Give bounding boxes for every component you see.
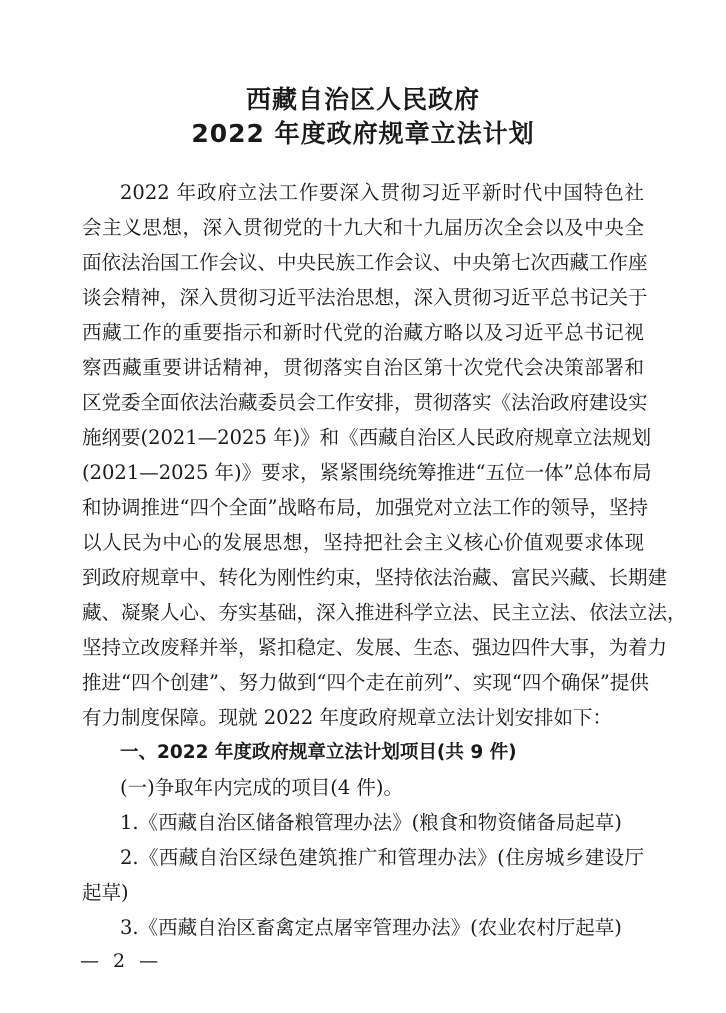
body-line: 坚持立改废释并举，紧扣稳定、发展、生态、强边四件大事，为着力 xyxy=(82,636,668,659)
body-line: 有力制度保障。现就 2022 年度政府规章立法计划安排如下： xyxy=(82,706,613,729)
subsection-heading: (一)争取年内完成的项目(4 件)。 xyxy=(120,776,404,799)
document-title-line1: 西藏自治区人民政府 xyxy=(245,85,480,114)
body-line: 面依法治国工作会议、中央民族工作会议、中央第七次西藏工作座 xyxy=(82,251,648,274)
body-line: 到政府规章中、转化为刚性约束，坚持依法治藏、富民兴藏、长期建 xyxy=(82,566,668,589)
document-title-line2: 2022 年度政府规章立法计划 xyxy=(191,119,535,148)
body-line: 藏、凝聚人心、夯实基础，深入推进科学立法、民主立法、依法立法， xyxy=(82,601,687,624)
list-item-continuation: 起草) xyxy=(82,881,129,904)
body-line: 施纲要(2021—2025 年)》和《西藏自治区人民政府规章立法规划 xyxy=(82,426,652,449)
body-line: 以人民为中心的发展思想，坚持把社会主义核心价值观要求体现 xyxy=(82,531,644,554)
body-line: 区党委全面依法治藏委员会工作安排，贯彻落实《法治政府建设实 xyxy=(82,391,648,414)
list-item: 3.《西藏自治区畜禽定点屠宰管理办法》(农业农村厅起草) xyxy=(120,916,622,939)
body-line: 西藏工作的重要指示和新时代党的治藏方略以及习近平总书记视 xyxy=(82,321,644,344)
list-item: 2.《西藏自治区绿色建筑推广和管理办法》(住房城乡建设厅 xyxy=(120,846,644,869)
body-line: 谈会精神，深入贯彻习近平法治思想，深入贯彻习近平总书记关于 xyxy=(82,286,648,309)
body-line: (2021—2025 年)》要求，紧紧围绕统筹推进“五位一体”总体布局 xyxy=(82,461,652,484)
body-line: 和协调推进“四个全面”战略布局，加强党对立法工作的领导，坚持 xyxy=(82,496,648,519)
section-heading: 一、2022 年度政府规章立法计划项目(共 9 件) xyxy=(120,742,517,763)
page-number: — 2 — xyxy=(80,950,163,972)
body-line: 2022 年政府立法工作要深入贯彻习近平新时代中国特色社 xyxy=(120,181,644,204)
body-line: 察西藏重要讲话精神，贯彻落实自治区第十次党代会决策部署和 xyxy=(82,356,644,379)
body-line: 推进“四个创建”、努力做到“四个走在前列”、实现“四个确保”提供 xyxy=(82,671,649,694)
list-item: 1.《西藏自治区储备粮管理办法》(粮食和物资储备局起草) xyxy=(120,811,622,834)
body-line: 会主义思想，深入贯彻党的十九大和十九届历次全会以及中央全 xyxy=(82,216,644,239)
